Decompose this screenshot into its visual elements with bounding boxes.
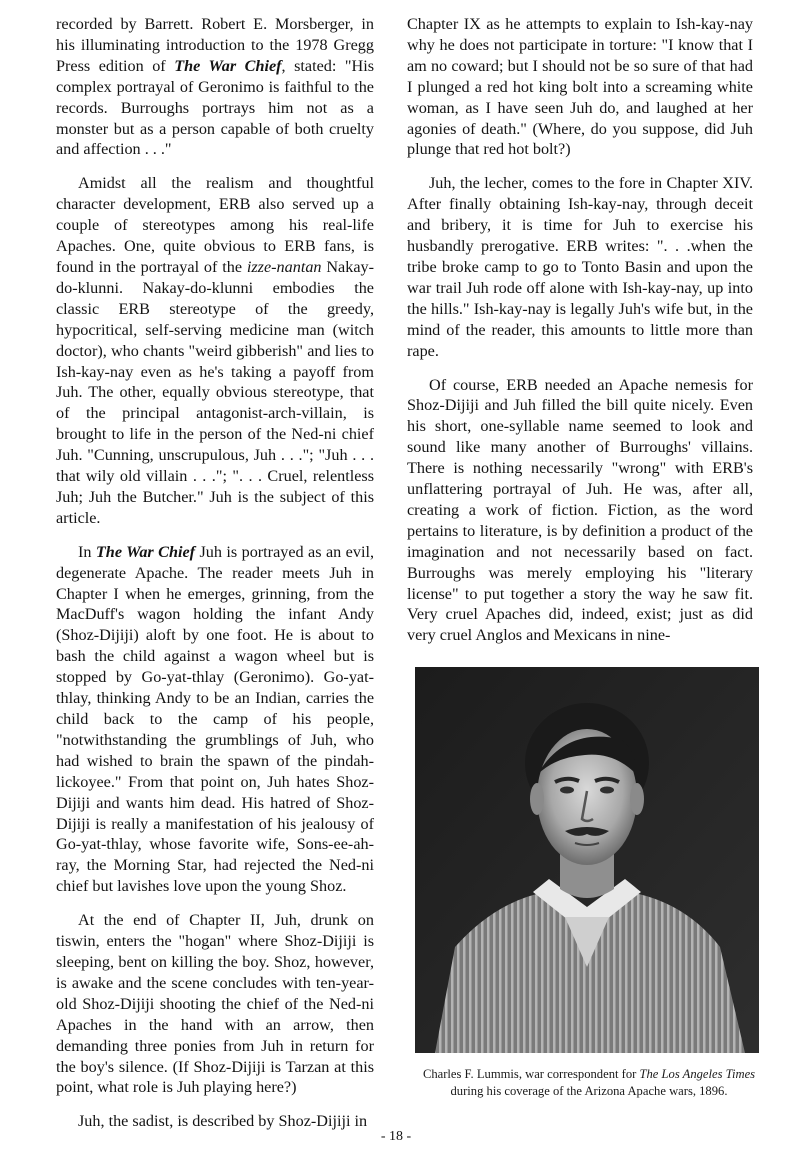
paragraph: Of course, ERB needed an Apache nemesis for Shoz-Dijiji and Juh filled the bill quite nicely. Even his short, one-syllable name seemed to look and sound like many another of Burroughs' villains. There is nothing necessarily "wrong" with ERB's unflattering portrayal of Juh. He was, after all, creating a work of fiction. Fiction, as the word pertains to literature, is by definition a product of the imagination and not necessarily based on fact. Burroughs was merely employing his "literary license" to put together a story the way he saw fit. Very cruel Apaches did, indeed, exist; just as did very cruel Anglos and Mexicans in nine- <box>407 375 753 645</box>
italic-term: izze-nantan <box>246 257 322 276</box>
paragraph: Chapter IX as he attempts to explain to Ish-kay-nay why he does not participate in torture: "I know that I am no coward; but I should not be so sure of that had I plunged a red hot king bolt into a screaming white woman, as I have seen Juh do, and laughed at her agonies of death." (Where, do you suppose, did Juh plunge that red hot bolt?) <box>407 15 753 159</box>
paragraph: Juh, the lecher, comes to the fore in Chapter XIV. After finally obtaining Ish-kay-nay, through deceit and bribery, it is time for Juh to exercise his husbandly prerogative. ERB writes: ". . .when the tribe broke camp to go to Tonto Basin and upon the war trail Juh rode off alone with Ish-kay-nay, up into the hills." Ish-kay-nay is legally Juh's wife but, in the mind of the reader, this amounts to little more than rape. <box>407 174 753 360</box>
newspaper-title: The Los Angeles Times <box>639 1067 756 1081</box>
paragraph: Juh, the sadist, is described by Shoz-Dijiji in <box>78 1112 368 1131</box>
paragraph: At the end of Chapter II, Juh, drunk on tiswin, enters the "hogan" where Shoz-Dijiji is sleeping, bent on killing the boy. Shoz, however, is awake and the scene concludes with ten-year-old Shoz-Dijiji shooting the chief of the Ned-ni Apaches in the hand with an arrow, then demanding three ponies from Juh in return for the boy's silence. (If Shoz-Dijiji is Tarzan at this point, what role is Juh playing here?) <box>56 911 374 1097</box>
book-title: The War Chief <box>95 542 196 561</box>
paragraph: recorded by Barrett. Robert E. Morsberger, in his illuminating introduction to the 1978 Gregg Press edition of The War Chief, stated: "His complex portrayal of Geronimo is faithful to the records. Burroughs portrays him not as a monster but as a person capable of both cruelty and affection . . ." <box>56 15 374 159</box>
page-number: - 18 - <box>380 1129 412 1144</box>
book-title: The War Chief <box>174 56 282 75</box>
photo-caption: Charles F. Lummis, war correspondent for The Los Angeles Times during his coverage of the Arizona Apache wars, 1896. <box>422 1067 756 1098</box>
paragraph: In The War Chief Juh is portrayed as an evil, degenerate Apache. The reader meets Juh in Chapter I when he emerges, grinning, from the MacDuff's wagon holding the infant Andy (Shoz-Dijiji) aloft by one foot. He is about to bash the child against a wagon wheel but is stopped by Go-yat-thlay (Geronimo). Go-yat-thlay, thinking Andy to be an Indian, carries the child back to the camp of his people, "notwithstanding the grumblings of Juh, who had wished to brain the spawn of the pindah-lickoyee." From that point on, Juh hates Shoz-Dijiji and wants him dead. His hatred of Shoz-Dijiji is really a manifestation of his jealousy of Go-yat-thlay, whose favorite wife, Sons-ee-ah-ray, the Morning Star, had rejected the Ned-ni chief but lavishes love upon the young Shoz. <box>56 542 375 896</box>
portrait-photo <box>415 667 759 1053</box>
paragraph: Amidst all the realism and thoughtful character development, ERB also served up a couple of stereotypes among his real-life Apaches. One, quite obvious to ERB fans, is found in the portrayal of the izze-nantan Nakay-do-klunni. Nakay-do-klunni embodies the classic ERB stereotype of the greedy, hypocritical, self-serving medicine man (witch doctor), who chants "weird gibberish" and lies to Ish-kay-nay even as he's taking a payoff from Juh. The other, equally obvious stereotype, that of the principal antagonist-arch-villain, is brought to life in the person of the Ned-ni chief Juh. "Cunning, unscrupulous, Juh . . ."; "Juh . . . that wily old villain . . ."; ". . . Cruel, relentless Juh; Juh the Butcher." Juh is the subject of this article. <box>56 174 374 527</box>
right-column <box>407 14 753 646</box>
left-column <box>56 14 374 1132</box>
portrait-illustration <box>415 667 759 1053</box>
